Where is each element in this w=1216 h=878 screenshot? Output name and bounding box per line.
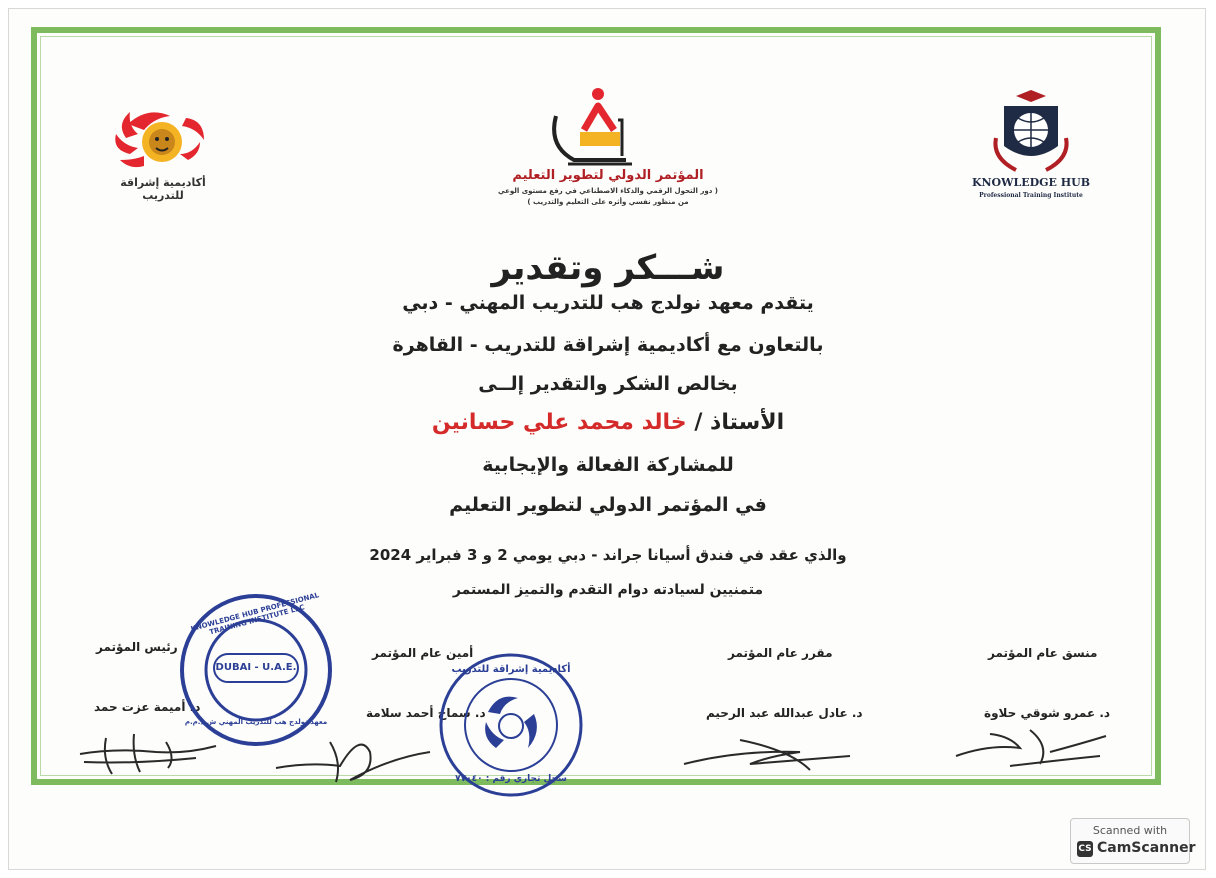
conference-title: المؤتمر الدولي لتطوير التعليم — [512, 168, 704, 183]
recipient-line — [0, 410, 1216, 435]
laptop-person-icon — [498, 86, 718, 168]
signature-title-coordinator: منسق عام المؤتمر — [988, 646, 1098, 660]
eshraqa-logo — [108, 104, 218, 202]
camscanner-watermark — [1070, 818, 1196, 864]
conference-subtitle-2: من منظور نفسي وأثره على التعليم والتدريب ) — [527, 198, 689, 206]
signature-scribble-coordinator — [950, 716, 1110, 776]
signature-title-president: رئيس المؤتمر — [96, 640, 178, 654]
certificate-line-1: يتقدم معهد نولدج هب للتدريب المهني - دبي — [402, 292, 814, 314]
stamp1-ring-text: KNOWLEDGE HUB PROFESSIONAL TRAINING INSTITUTE LLC — [189, 591, 320, 637]
stamp1-center-text: DUBAI - U.A.E. — [215, 662, 297, 673]
certificate-line-2: بالتعاون مع أكاديمية إشراقة للتدريب - القاهرة — [392, 334, 824, 356]
recipient-honorific: الأستاذ / — [694, 410, 785, 435]
sun-lion-icon — [108, 104, 218, 176]
signature-title-secretary: أمين عام المؤتمر — [372, 646, 474, 660]
camscanner-icon: CS — [1077, 841, 1093, 857]
certificate-heading: شـــكر وتقدير — [491, 248, 725, 288]
signature-name-secretary: د. سماح أحمد سلامة — [366, 706, 486, 720]
knowledge-hub-subtitle: Professional Training Institute — [979, 192, 1083, 199]
eshraqa-logo-caption: أكاديمية إشراقة للتدريب — [120, 176, 206, 202]
shield-globe-icon — [966, 88, 1096, 180]
certificate-line-3: بخالص الشكر والتقدير إلــى — [478, 373, 738, 395]
certificate-line-6: في المؤتمر الدولي لتطوير التعليم — [449, 494, 767, 516]
certificate-line-5: للمشاركة الفعالة والإيجابية — [482, 454, 734, 476]
signature-name-coordinator: د. عمرو شوقي حلاوة — [984, 706, 1111, 720]
recipient-name: خالد محمد علي حسانين — [431, 410, 687, 435]
knowledge-hub-logo — [966, 88, 1096, 204]
stamp2-bottom-text: سجل تجاري رقم : ٧٧٠٤٠ — [455, 774, 567, 784]
camscanner-brand: CamScanner — [1097, 840, 1196, 856]
signature-name-president: د. أميمة عزت حمد — [94, 700, 201, 714]
signature-title-rapporteur: مقرر عام المؤتمر — [728, 646, 833, 660]
conference-logo — [498, 86, 718, 214]
knowledge-hub-stamp — [178, 592, 334, 748]
signature-scribble-rapporteur — [680, 730, 860, 780]
signature-name-rapporteur: د. عادل عبدالله عبد الرحيم — [706, 706, 863, 720]
stamp1-arabic-text: معهد نولدج هب للتدريب المهني ش.ذ.م.م — [184, 718, 328, 726]
certificate-line-8: متمنيين لسيادته دوام التقدم والتميز المستمر — [452, 582, 764, 598]
conference-subtitle-1: ( دور التحول الرقمي والذكاء الاصطناعي في رفع مستوى الوعي — [498, 187, 718, 195]
certificate-line-7: والذي عقد في فندق أسيانا جراند - دبي يومي 2 و 3 فبراير 2024 — [369, 546, 847, 564]
knowledge-hub-title: KNOWLEDGE HUB — [971, 176, 1091, 189]
stamp2-ring-text: أكاديمية إشراقة للتدريب — [451, 664, 571, 675]
camscanner-caption: Scanned with — [1092, 824, 1168, 837]
eshraqa-stamp — [438, 652, 584, 798]
